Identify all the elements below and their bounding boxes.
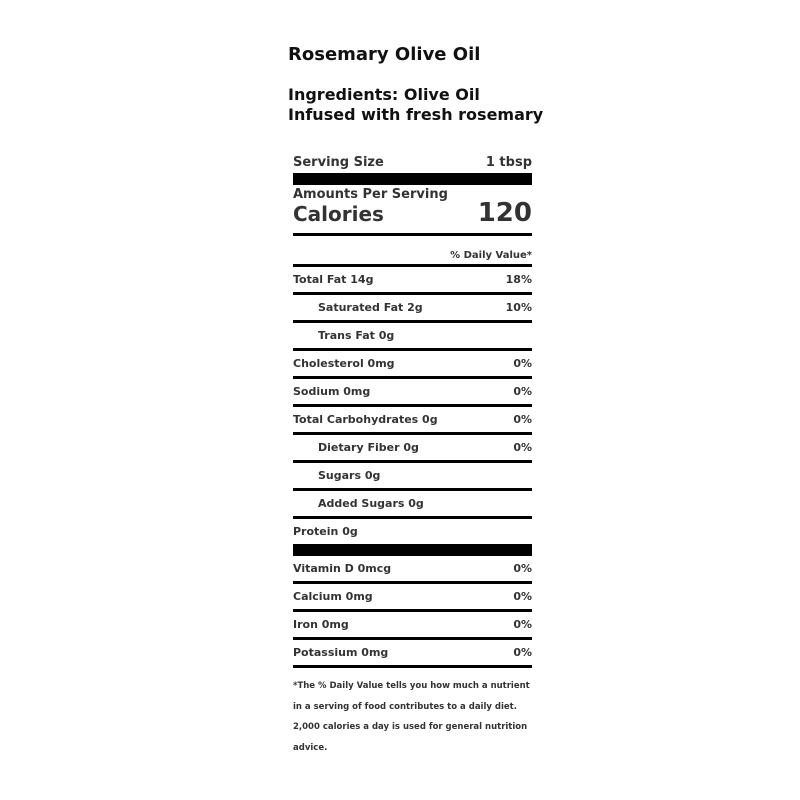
nutrient-name: Total Fat 14g: [293, 273, 374, 286]
product-title: Rosemary Olive Oil: [288, 44, 481, 65]
ingredients-line-1: Ingredients: Olive Oil: [288, 85, 480, 104]
vitamin-name: Calcium 0mg: [293, 590, 373, 603]
nutrient-row-added-sugars: [293, 491, 532, 519]
vitamin-dv: 0%: [513, 618, 532, 631]
nutrient-name: Added Sugars 0g: [318, 497, 424, 510]
nutrient-name: Cholesterol 0mg: [293, 357, 395, 370]
calories-value: 120: [477, 198, 532, 228]
nutrient-name: Sugars 0g: [318, 469, 381, 482]
nutrient-name: Total Carbohydrates 0g: [293, 413, 438, 426]
vitamin-dv: 0%: [513, 562, 532, 575]
vitamin-row-potassium: [293, 640, 532, 668]
ingredients-line-2: Infused with fresh rosemary: [288, 105, 544, 124]
ingredients: [288, 85, 543, 125]
nutrient-name: Sodium 0mg: [293, 385, 371, 398]
vitamin-dv: 0%: [513, 646, 532, 659]
nutrient-row-cholesterol: [293, 351, 532, 379]
nutrient-dv: 18%: [505, 273, 532, 286]
calories-label: Calories: [293, 202, 384, 226]
daily-value-header: % Daily Value*: [293, 236, 532, 267]
serving-size-label: Serving Size: [293, 155, 384, 170]
nutrient-row-sodium: [293, 379, 532, 407]
nutrient-row-total-fat: [293, 267, 532, 295]
vitamin-dv: 0%: [513, 590, 532, 603]
vitamin-row-iron: [293, 612, 532, 640]
daily-value-footnote: *The % Daily Value tells you how much a nutrient in a serving of food contributes to a daily diet. 2,000 calories a day is used for general nutrition advice.: [293, 681, 530, 753]
nutrient-name: Trans Fat 0g: [318, 329, 395, 342]
vitamin-name: Vitamin D 0mcg: [293, 562, 392, 575]
nutrient-dv: 0%: [513, 385, 532, 398]
vitamin-row-vitamin-d: [293, 556, 532, 584]
nutrient-row-sugars: [293, 463, 532, 491]
nutrient-row-saturated-fat: [293, 295, 532, 323]
vitamin-name: Potassium 0mg: [293, 646, 389, 659]
serving-size-row: [293, 152, 532, 173]
vitamin-row-calcium: [293, 584, 532, 612]
nutrition-facts-label: [293, 152, 532, 758]
nutrient-row-total-carbohydrates: [293, 407, 532, 435]
nutrient-row-dietary-fiber: [293, 435, 532, 463]
calories-row: [293, 198, 532, 236]
nutrient-dv: 0%: [513, 357, 532, 370]
thick-divider: [293, 173, 532, 185]
nutrient-name: Protein 0g: [293, 525, 358, 538]
vitamin-name: Iron 0mg: [293, 618, 349, 631]
amounts-per-serving: Amounts Per Serving: [293, 187, 448, 202]
nutrient-row-protein: [293, 519, 532, 544]
thick-divider: [293, 544, 532, 556]
nutrient-row-trans-fat: [293, 323, 532, 351]
nutrient-dv: 10%: [505, 301, 532, 314]
nutrient-dv: 0%: [513, 413, 532, 426]
serving-size-value: 1 tbsp: [485, 155, 532, 170]
nutrient-name: Dietary Fiber 0g: [318, 441, 419, 454]
nutrient-name: Saturated Fat 2g: [318, 301, 423, 314]
nutrient-dv: 0%: [513, 441, 532, 454]
